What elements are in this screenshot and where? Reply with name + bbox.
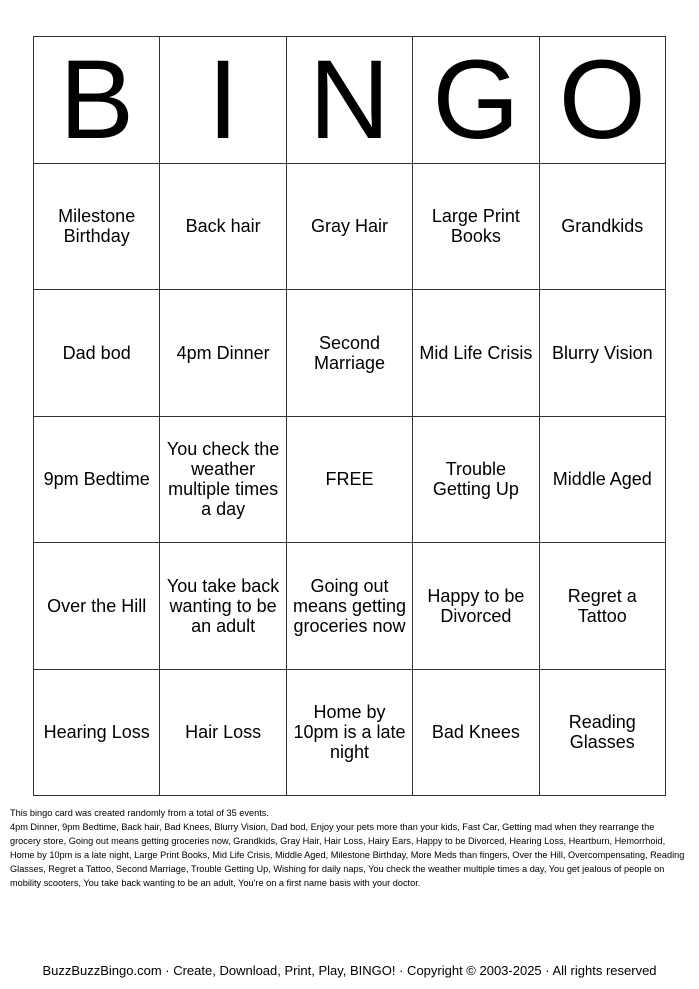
bingo-cell: Grandkids <box>540 164 666 291</box>
bingo-cell: Happy to be Divorced <box>413 543 539 670</box>
header-letter-g: G <box>413 37 539 164</box>
events-footnote <box>10 806 686 890</box>
bingo-cell: Large Print Books <box>413 164 539 291</box>
bingo-cell: Home by 10pm is a late night <box>287 670 413 797</box>
footnote-event-list: 4pm Dinner, 9pm Bedtime, Back hair, Bad Knees, Blurry Vision, Dad bod, Enjoy your pets more than your kids, Fast Car, Getting mad when they rearrange the grocery store, Going out means getting groceries now, Grandkids, Gray Hair, Hair Loss, Hairy Ears, Happy to be Divorced, Hearing Loss, Heartburn, Hemorrhoid, Home by 10pm is a late night, Large Print Books, Mid Life Crisis, Middle Aged, Milestone Birthday, More Meds than fingers, Over the Hill, Overcompensating, Reading Glasses, Regret a Tattoo, Second Marriage, Trouble Getting Up, Wishing for daily naps, You check the weather multiple times a day, You get jealous of people on mobility scooters, You take back wanting to be an adult, You're on a first name basis with your doctor. <box>10 822 685 888</box>
bingo-card <box>33 36 666 796</box>
bingo-cell: Second Marriage <box>287 290 413 417</box>
bingo-cell: Regret a Tattoo <box>540 543 666 670</box>
bingo-cell: 4pm Dinner <box>160 290 286 417</box>
bingo-cell: Back hair <box>160 164 286 291</box>
bingo-cell: Milestone Birthday <box>34 164 160 291</box>
bingo-cell: You check the weather multiple times a day <box>160 417 286 544</box>
bingo-cell: Hair Loss <box>160 670 286 797</box>
site-footer: BuzzBuzzBingo.com · Create, Download, Print, Play, BINGO! · Copyright © 2003-2025 · All rights reserved <box>42 963 657 978</box>
bingo-cell: Going out means getting groceries now <box>287 543 413 670</box>
header-letter-i: I <box>160 37 286 164</box>
footnote-intro: This bingo card was created randomly from a total of 35 events. <box>10 808 269 818</box>
header-letter-o: O <box>540 37 666 164</box>
bingo-cell: Blurry Vision <box>540 290 666 417</box>
bingo-cell: You take back wanting to be an adult <box>160 543 286 670</box>
header-letter-b: B <box>34 37 160 164</box>
bingo-cell: Gray Hair <box>287 164 413 291</box>
bingo-cell: Over the Hill <box>34 543 160 670</box>
bingo-cell: Reading Glasses <box>540 670 666 797</box>
bingo-cell: Trouble Getting Up <box>413 417 539 544</box>
header-letter-n: N <box>287 37 413 164</box>
bingo-cell: Mid Life Crisis <box>413 290 539 417</box>
bingo-cell: Middle Aged <box>540 417 666 544</box>
bingo-free-cell: FREE <box>287 417 413 544</box>
bingo-cell: Dad bod <box>34 290 160 417</box>
bingo-cell: Hearing Loss <box>34 670 160 797</box>
bingo-cell: Bad Knees <box>413 670 539 797</box>
bingo-cell: 9pm Bedtime <box>34 417 160 544</box>
